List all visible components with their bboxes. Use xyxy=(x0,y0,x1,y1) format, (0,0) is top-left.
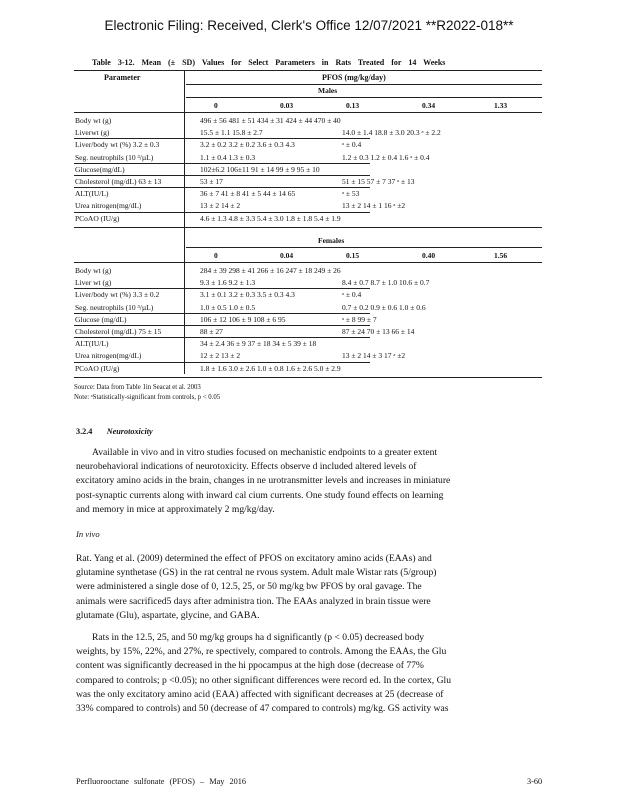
males-dose-1: 0.03 xyxy=(280,101,294,110)
females-row-values: 106 ± 12 106 ± 9 108 ± 6 95 xyxy=(200,314,286,324)
females-row-name: Cholesterol (mg/dL) 75 ± 15 xyxy=(75,327,162,336)
footer-left: Perfluorooctane sulfonate (PFOS) – May 2016 xyxy=(76,777,247,786)
males-row-values-right: 13 ± 2 14 ± 1 16 ᵃ ±2 xyxy=(342,201,406,211)
females-row-name: Liver/body wt (%) 3.3 ± 0.2 xyxy=(75,290,160,300)
females-row-values: 1.0 ± 0.5 1.0 ± 0.5 xyxy=(200,302,256,312)
females-row-values-right: 13 ± 2 14 ± 3 17 ᵃ ±2 xyxy=(342,351,406,361)
males-row-values-right: ᵃ ± 53 xyxy=(342,189,360,199)
intro-line: Available in vivo and in vitro studies focused on mechanistic endpoints to a greater extent xyxy=(92,447,438,458)
females-row-name: Urea nitrogen(mg/dL) xyxy=(75,351,142,361)
table-caption: Table 3-12. Mean (± SD) Values for Select Parameters in Rats Treated for 14 Weeks xyxy=(92,58,446,67)
males-label: Males xyxy=(318,86,338,95)
rat-paragraph xyxy=(76,552,542,623)
rat2-line: weights, by 15%, 22%, and 27%, re spectively, compared to controls. Among the EAAs, the Glu xyxy=(76,646,447,658)
section-heading xyxy=(76,427,153,436)
males-row-name: ALT(IU/L) xyxy=(75,189,109,199)
intro-line: excitatory amino acids in the brain, changes in ne urotransmitter levels and increases in miniature xyxy=(76,475,451,487)
males-row-name: Liver/body wt (%) 3.2 ± 0.3 xyxy=(75,140,160,150)
females-row-rule xyxy=(74,288,370,289)
males-row-rule xyxy=(74,175,370,176)
males-row-rule xyxy=(74,187,370,188)
females-label-rule xyxy=(186,247,542,248)
females-label: Females xyxy=(318,236,345,245)
rule-under-pfos xyxy=(186,84,542,85)
males-row-values-right: 1.2 ± 0.3 1.2 ± 0.4 1.6 ᵃ ± 0.4 xyxy=(342,152,430,162)
males-dose-0: 0 xyxy=(214,101,218,110)
rat-line: glutamine synthetase (GS) in the rat central ne rvous system. Adult male Wistar rats (5/group) xyxy=(76,567,437,579)
males-row-rule xyxy=(74,163,370,164)
females-dose-rule xyxy=(74,262,542,263)
females-row-values: 9.3 ± 1.6 9.2 ± 1.3 xyxy=(200,278,256,288)
females-row-name: Glucose (mg/dL) xyxy=(75,314,127,324)
females-row-name: Seg. neutrophils (10 ³/µL) xyxy=(75,302,154,312)
males-dose-rule xyxy=(74,112,542,113)
males-dose-4: 1.33 xyxy=(494,101,508,110)
rule-parameter-column xyxy=(184,70,185,374)
intro-line: neurobehavioral indications of neurotoxicity. Effects observe d included altered levels of xyxy=(76,461,417,473)
males-row-values: 53 ± 17 xyxy=(200,177,223,186)
males-row-values: 15.5 ± 1.1 15.8 ± 2.7 xyxy=(200,128,263,138)
rat2-line: Rats in the 12.5, 25, and 50 mg/kg groups ha d significantly (p < 0.05) decreased body xyxy=(92,632,425,643)
females-row-name: ALT(IU/L) xyxy=(75,339,109,349)
females-row-name: PCoAO (IU/g) xyxy=(75,363,120,373)
females-dose-4: 1.56 xyxy=(494,251,508,260)
males-row-values: 13 ± 2 14 ± 2 xyxy=(200,201,241,211)
filing-header: Electronic Filing: Received, Clerk's Office 12/07/2021 **R2022-018** xyxy=(104,18,514,33)
females-row-values: 34 ± 2.4 36 ± 9 37 ± 18 34 ± 5 39 ± 18 xyxy=(200,339,317,349)
males-row-values: 4.6 ± 1.3 4.8 ± 3.3 5.4 ± 3.0 1.8 ± 1.8 5.4 ± 1.9 xyxy=(200,213,341,223)
footer-page-number: 3-60 xyxy=(527,777,543,786)
rat-line: were administered a single dose of 0, 12.5, 25, or 50 mg/kg bw PFOS by oral gavage. The xyxy=(76,581,422,593)
intro-paragraph xyxy=(76,446,542,517)
females-row-rule xyxy=(74,325,370,326)
males-dose-2: 0.13 xyxy=(346,101,360,110)
rat2-line: compared to controls; p <0.05); no other significant differences were record ed. In the cortex, Glu xyxy=(76,674,451,686)
males-row-values-right: 14.0 ± 1.4 18.8 ± 3.0 20.3 ᵃ ± 2.2 xyxy=(342,128,441,138)
parameter-header: Parameter xyxy=(104,73,141,82)
table-note: Note: ᵃStatistically-significant from controls, p < 0.05 xyxy=(74,394,221,401)
rat-line: Rat. Yang et al. (2009) determined the effect of PFOS on excitatory amino acids (EAAs) and xyxy=(76,553,432,564)
males-row-name: Liverwt (g) xyxy=(75,128,110,138)
females-row-values-right: 0.7 ± 0.2 0.9 ± 0.6 1.0 ± 0.6 xyxy=(342,302,426,312)
females-row-name: Liver wt (g) xyxy=(75,278,112,288)
females-row-values: 3.1 ± 0.1 3.2 ± 0.3 3.5 ± 0.3 4.3 xyxy=(200,290,295,300)
females-row-values: 284 ± 39 298 ± 41 266 ± 16 247 ± 18 249 ± 26 xyxy=(200,266,341,275)
males-row-rule xyxy=(74,138,370,139)
females-row-values: 1.8 ± 1.6 3.0 ± 2.6 1.0 ± 0.8 1.6 ± 2.6 5.0 ± 2.9 xyxy=(200,363,341,373)
rule-top xyxy=(74,70,542,71)
females-row-rule xyxy=(74,337,370,338)
males-row-name: Body wt (g) xyxy=(75,116,112,125)
males-row-values: 102±6.2 106±11 91 ± 14 99 ± 9 95 ± 10 xyxy=(200,164,320,174)
section-number: 3.2.4 xyxy=(76,427,93,436)
rat2-line: 33% compared to controls) and 50 (decrease of 47 compared to controls) mg/kg. GS activity was xyxy=(76,702,449,714)
females-row-values-right: 8.4 ± 0.7 8.7 ± 1.0 10.6 ± 0.7 xyxy=(342,278,430,288)
females-dose-0: 0 xyxy=(214,251,218,260)
in-vivo-subhead: In vivo xyxy=(76,529,100,539)
males-row-name: PCoAO (IU/g) xyxy=(75,213,120,223)
males-row-values-right: 51 ± 15 57 ± 7 37 ᵃ ± 13 xyxy=(342,177,415,186)
rat2-line: was the only excitatory amino acid (EAA) affected with significant decreases at 25 (decrease of xyxy=(76,688,444,700)
females-row-values: 88 ± 27 xyxy=(200,327,223,336)
rat2-line: content was significantly decreased in the hi ppocampus at the high dose (decrease of 77% xyxy=(76,660,424,672)
males-row-values: 3.2 ± 0.2 3.2 ± 0.2 3.6 ± 0.3 4.3 xyxy=(200,140,295,150)
females-dose-1: 0.04 xyxy=(280,251,294,260)
males-dose-3: 0.34 xyxy=(422,101,436,110)
males-label-rule xyxy=(186,97,542,98)
males-row-name: Glucose(mg/dL) xyxy=(75,164,125,174)
intro-line: post-synaptic currents along with inward cal cium currents. One study found effects on learning xyxy=(76,489,444,501)
females-row-rule xyxy=(74,313,370,314)
pfos-header: PFOS (mg/kg/day) xyxy=(322,73,386,82)
table-source: Source: Data from Table 1in Seacat et al. 2003 xyxy=(74,384,201,391)
females-row-rule xyxy=(74,362,370,363)
males-row-rule xyxy=(74,212,370,213)
females-dose-2: 0.15 xyxy=(346,251,360,260)
females-bottom-rule xyxy=(74,377,542,378)
males-row-values-right: ᵃ ± 0.4 xyxy=(342,140,362,150)
section-title: Neurotoxicity xyxy=(106,427,153,436)
females-row-values-right: ᵃ ± 8 99 ± 7 xyxy=(342,314,377,324)
rat-line: glutamate (Glu), aspartate, glycine, and GABA. xyxy=(76,609,260,621)
females-row-values: 12 ± 2 13 ± 2 xyxy=(200,351,241,361)
males-bottom-rule xyxy=(74,227,542,228)
males-row-values: 1.1 ± 0.4 1.3 ± 0.3 xyxy=(200,152,256,162)
males-row-values: 36 ± 7 41 ± 8 41 ± 5 44 ± 14 65 xyxy=(200,189,296,199)
rat-line: animals were sacrificed5 days after administra tion. The EAAs analyzed in brain tissue were xyxy=(76,595,431,607)
females-row-name: Body wt (g) xyxy=(75,266,112,275)
males-row-name: Cholesterol (mg/dL) 63 ± 13 xyxy=(75,177,162,186)
intro-line: and memory in mice at approximately 2 mg/kg/day. xyxy=(76,503,275,515)
males-row-name: Urea nitrogen(mg/dL) xyxy=(75,201,142,211)
females-row-values-right: ᵃ ± 0.4 xyxy=(342,290,362,300)
females-dose-3: 0.40 xyxy=(422,251,436,260)
males-row-values: 496 ± 56 481 ± 51 434 ± 31 424 ± 44 470 ± 40 xyxy=(200,116,341,125)
females-row-values-right: 87 ± 24 70 ± 13 66 ± 14 xyxy=(342,327,415,336)
males-row-name: Seg. neutrophils (10 ³/µL) xyxy=(75,152,154,162)
rat-results-paragraph xyxy=(76,631,542,716)
